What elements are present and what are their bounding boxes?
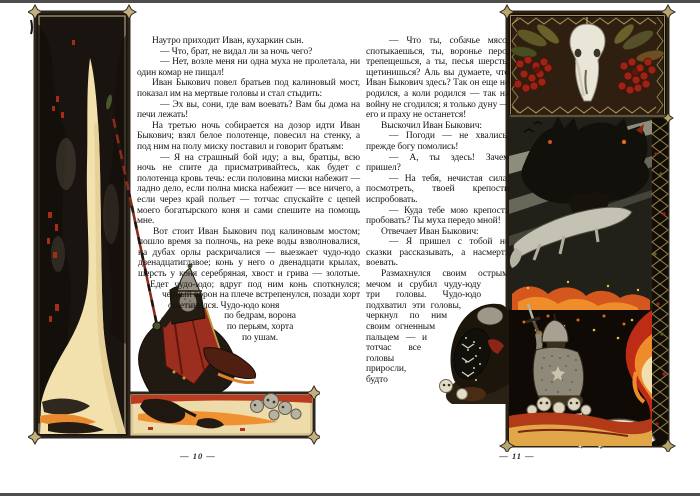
wrap-spacer: [481, 290, 509, 301]
wrap-spacer: [427, 334, 509, 345]
story-paragraph: — Я на страшный бой иду; а вы, братцы, всю ночь не спите да присматривайтесь, как будет с полотенца кровь течь: если половина миски набежит — ладно дело, если полна миска набежит — все ничего, а если через край польет — тотчас спускайте с цепей моего богатырского коня и сами спешите на помощь мне.: [137, 152, 360, 227]
wrap-spacer: [447, 312, 509, 323]
story-tail: [195, 311, 325, 343]
story-paragraph: Отвечает Иван Быкович:: [381, 226, 479, 237]
story-paragraph: — Что ты, собачье мясо, спотыкаешься, ты, воронье перо, трепещешься, а ты, песья шерсть, щетинишься? Аль вы думаете, что Иван Быкович здесь? Так он еще не родился, а коли родился — так на войну не сгодился; я только дуну — его и праху не останется!: [366, 36, 509, 121]
wrap-spacer: [421, 345, 509, 356]
page-edge-top: [0, 0, 700, 3]
story-paragraph: На третью ночь собирается на дозор идти Иван Быкович; взял белое полотенце, повесил на стенку, а под ним на полу миску поставил и говорит братьям:: [137, 120, 360, 152]
battle-panel: [509, 116, 652, 310]
right-text-column: [366, 36, 509, 386]
lattice-border: [652, 118, 668, 446]
left-text-column: [137, 36, 360, 343]
story-paragraph: — Эх вы, сони, где вам воевать? Вам бы дома на печи лежать!: [137, 99, 360, 121]
story-tail-line: по бедрам, ворона: [224, 311, 296, 322]
wrap-spacer: [137, 304, 168, 315]
bottom-strip: [129, 393, 314, 437]
story-paragraph: — Погоди — не хвались, прежде богу помолись!: [366, 131, 509, 152]
story-paragraph: — На тебя, нечистая сила, посмотреть, твоей крепости испробовать.: [366, 173, 509, 205]
page-number-right: — 11 —: [499, 451, 535, 461]
wrap-spacer: [415, 356, 509, 367]
wrap-spacer: [137, 315, 170, 337]
wrap-spacer: [435, 323, 509, 334]
story-tail-line: по перьям, хорта: [226, 322, 294, 333]
page-number-left: — 10 —: [180, 451, 216, 461]
wrap-spacer: [461, 301, 509, 312]
story-paragraph: — Я пришел с тобой не сказки рассказывать, а насмерть воевать.: [366, 237, 509, 269]
story-paragraph: — Нет, возле меня ни одна муха не пролетала, ни один комар не пищал!: [137, 57, 360, 78]
story-paragraph: Иван Быкович повел братьев под калиновый мост, показал им на мертвые головы и стал стыдить:: [137, 78, 360, 99]
wrap-spacer: [137, 293, 162, 304]
story-tail-line: по ушам.: [241, 332, 279, 343]
skull-panel: [510, 17, 664, 114]
wrap-spacer: [137, 282, 150, 293]
story-paragraph: — Куда тебе мою крепость пробовать? Ты муха передо мной!: [366, 205, 509, 227]
story-paragraph: Вот стоит Иван Быкович под калиновым мостом; пошло время за полночь, на реке воды взволновалися, на дубах орлы раскричалися — выезжает чудо-юдо двенадцатиглавое; конь у него о двенадцати крылах, шерсть у коня серебряная, хвост и грива — золотые. Едет чудо-юдо; вдруг под ним конь споткнулся; черный ворон на плече встрепенулся, позади хорт ощетинился. Чудо-юдо коня: [138, 226, 360, 311]
fire-panel: [509, 304, 652, 446]
story-paragraph: Наутро приходит Иван, кухаркин сын.: [152, 36, 304, 46]
story-paragraph: Размахнулся своим острым мечом и срубил чуду-юду три головы. Чудо-юдо подхватил эти головы, черкнул по ним своим огненным пальцем — и тотчас все головы приросли, будто: [366, 269, 508, 385]
wrap-spacer: [508, 269, 509, 290]
story-paragraph: — А, ты здесь! Зачем пришел?: [366, 152, 509, 174]
story-paragraph: Выскочил Иван Быкович:: [381, 120, 482, 131]
wrap-spacer: [411, 367, 509, 380]
story-paragraph: — Что, брат, не видал ли за ночь чего?: [160, 46, 313, 57]
